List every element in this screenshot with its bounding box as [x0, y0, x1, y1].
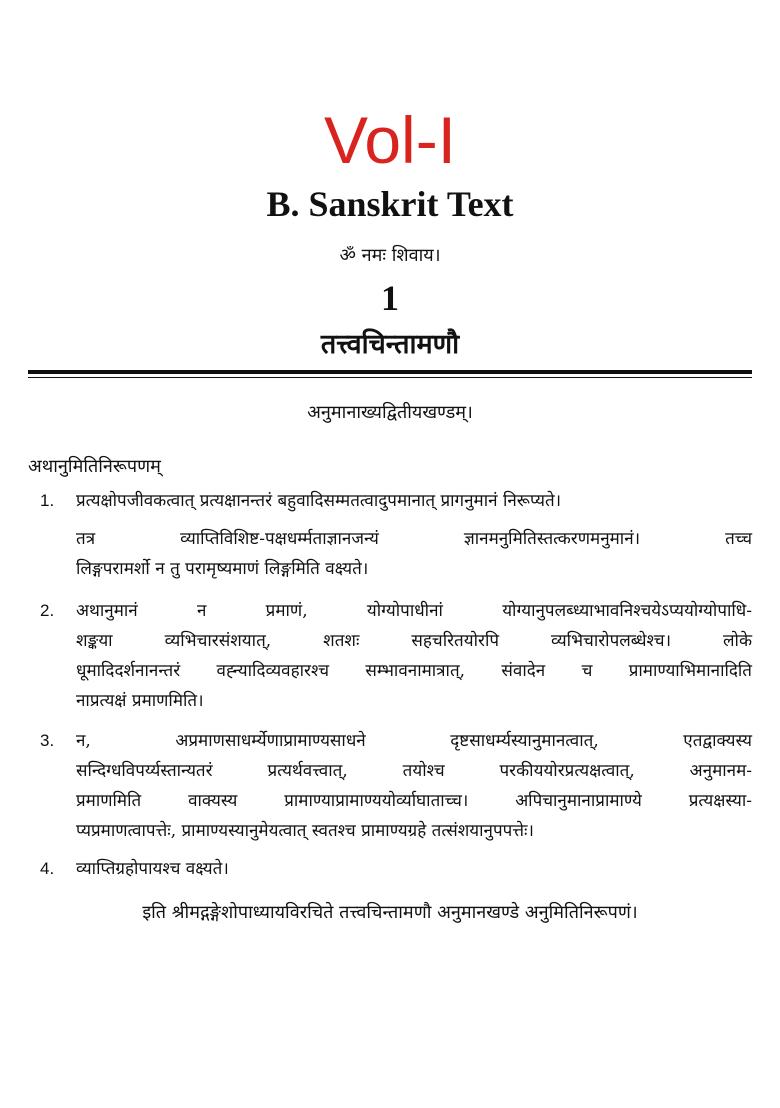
verse-line: अथानुमानं न प्रमाणं, योग्योपाधीनां योग्यानुपलब्ध्याभावनिश्चयेऽप्ययोग्योपाधि- [76, 601, 752, 621]
verse-line: शङ्कया व्यभिचारसंशयात्, शतशः सहचरितयोरपि व्यभिचारोपलब्धेश्च। लोके [76, 631, 752, 651]
verse-1 [28, 486, 752, 584]
verse-2 [28, 596, 752, 716]
verse-body [76, 726, 752, 846]
intro-heading: अथानुमितिनिरूपणम् [28, 456, 161, 477]
verse-number: 4. [40, 859, 55, 878]
verse-line: धूमादिदर्शनानन्तरं वह्न्यादिव्यवहारश्च सम्भावनामात्रात्, संवादेन च प्रामाण्याभिमानादिति [76, 661, 752, 681]
verse-4 [28, 854, 752, 884]
verse-line: लिङ्गपरामर्शो न तु परामृष्यमाणं लिङ्गमिति वक्ष्यते। [76, 559, 369, 579]
verse-3 [28, 726, 752, 846]
divider-thick [28, 370, 752, 374]
verse-line: तत्र व्याप्तिविशिष्ट-पक्षधर्म्मताज्ञानजन्यं ज्ञानमनुमितिस्तत्करणमनुमानं। तच्च [76, 529, 752, 549]
verse-body [76, 596, 752, 716]
chapter-number: 1 [381, 278, 399, 318]
divider-thin [28, 377, 752, 378]
verse-number: 3. [40, 731, 55, 750]
verse-number: 1. [40, 491, 55, 510]
verse-line: प्रत्यक्षोपजीवकत्वात् प्रत्यक्षानन्तरं बहुवादिसम्मतत्वादुपमानात् प्रागनुमानं निरूप्यते। [76, 491, 562, 511]
verse-line: नाप्रत्यक्षं प्रमाणमिति। [76, 691, 204, 711]
subtitle: B. Sanskrit Text [266, 184, 514, 224]
verse-line: व्याप्तिग्रहोपायश्च वक्ष्यते। [76, 859, 229, 879]
verse-line: प्यप्रमाणत्वापत्तेः, प्रामाण्यस्यानुमेयत्वात् स्वतश्च प्रामाण्यग्रहे तत्संशयानुपपत्तेः। [76, 821, 534, 841]
section-heading: अनुमानाख्यद्वितीयखण्डम्। [307, 402, 473, 423]
colophon: इति श्रीमद्गङ्गेशोपाध्यायविरचिते तत्त्वचिन्तामणौ अनुमानखण्डे अनुमितिनिरूपणं। [142, 902, 638, 923]
verse-body [76, 486, 752, 584]
verse-number: 2. [40, 601, 55, 620]
invocation: ॐ नमः शिवाय। [339, 245, 441, 266]
verse-body [76, 854, 752, 884]
verse-line: सन्दिग्धविपर्य्यस्तान्यतरं प्रत्यर्थवत्त्वात्, तयोश्च परकीययोरप्रत्यक्षत्वात्, अनुमानम- [76, 761, 752, 781]
volume-title: Vol-I [323, 103, 457, 177]
verse-line: प्रमाणमिति वाक्यस्य प्रामाण्याप्रामाण्ययोर्व्याघाताच्च। अपिचानुमानाप्रामाण्ये प्रत्यक्षस्या- [76, 791, 752, 811]
chapter-title: तत्त्वचिन्तामणौ [320, 329, 460, 360]
verse-line: न, अप्रमाणसाधर्म्येणाप्रामाण्यसाधने दृष्टसाधर्म्यस्यानुमानत्वात्, एतद्वाक्यस्य [76, 731, 752, 751]
